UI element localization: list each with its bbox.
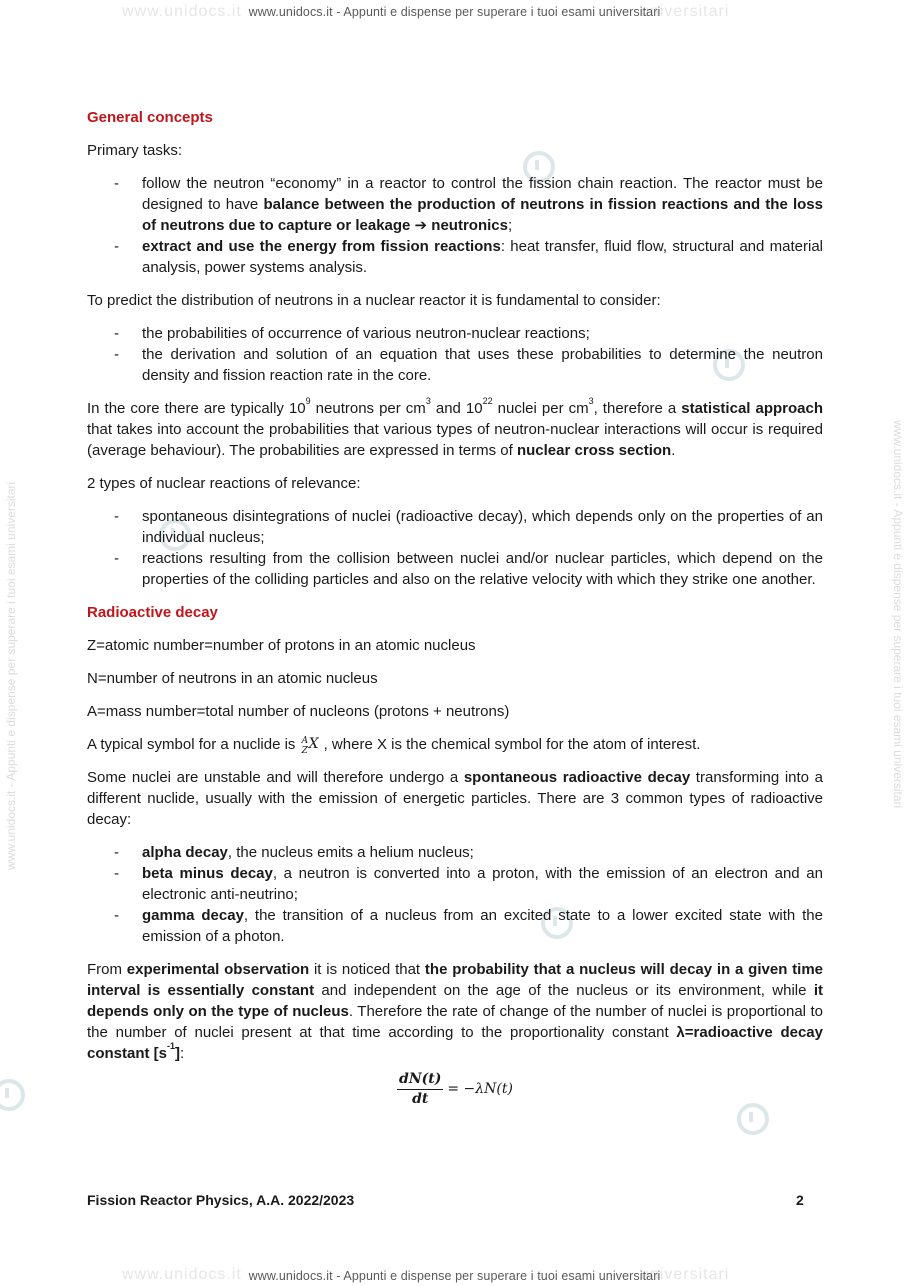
watermark-ghost-top: www.unidocs.it: [122, 3, 242, 20]
list-item: - gamma decay, the transition of a nucleus from an excited state to a lower excited state with the emission of a photon.: [114, 907, 823, 945]
definition-n: N=number of neutrons in an atomic nucleus: [87, 670, 378, 687]
section-title-general-concepts: General concepts: [87, 109, 213, 126]
experimental-paragraph: From experimental observation it is noticed that the probability that a nucleus will decay in a given time interval is essentially constant and independent on the age of the nucleus or its environment, while it depends only on the type of nucleus. Therefore the rate of change of the number of nuclei is proportional to the number of nuclei present at that time according to the proportionality constant λ=radioactive decay constant $[s^{-1}]$:: [87, 961, 823, 1062]
predict-intro: To predict the distribution of neutrons in a nuclear reactor it is fundamental to consider:: [87, 292, 661, 309]
list-item: - extract and use the energy from fission reactions: heat transfer, fluid flow, structural and material analysis, power systems analysis.: [114, 238, 823, 276]
watermark-ghost-bottom: www.unidocs.it: [122, 1266, 242, 1283]
list-item: - alpha decay, the nucleus emits a helium nucleus;: [114, 844, 474, 861]
watermark-top: www.unidocs.it - Appunti e dispense per superare i tuoi esami universitari: [248, 5, 661, 19]
list-item: - the derivation and solution of an equation that uses these probabilities to determine the neutron density and fission reaction rate in the core.: [114, 346, 823, 384]
equation-fraction: $\frac{dN(t)}{dt}$: [399, 1071, 442, 1107]
list-item: - follow the neutron “economy” in a reactor to control the fission chain reaction. The reactor must be designed to have balance between the production of neutrons in fission reactions and the loss of neutrons due to capture or leakage ➔ neutronics;: [114, 175, 823, 234]
document-body: [87, 107, 823, 1109]
considerations-list: [87, 323, 823, 386]
primary-tasks-list: [87, 173, 823, 278]
decay-equation: [87, 1070, 823, 1109]
decay-types-list: [87, 842, 823, 947]
watermark-bottom: www.unidocs.it - Appunti e dispense per superare i tuoi esami universitari: [248, 1269, 661, 1283]
watermark-right-side: www.unidocs.it - Appunti e dispense per superare i tuoi esami universitari: [891, 420, 905, 809]
list-item: - the probabilities of occurrence of various neutron-nuclear reactions;: [114, 325, 590, 342]
unstable-paragraph: Some nuclei are unstable and will therefore undergo a spontaneous radioactive decay transforming into a different nuclide, usually with the emission of energetic particles. There are 3 common types of radioactive decay:: [87, 769, 823, 828]
footer-page-number: 2: [796, 1192, 804, 1208]
nuclide-symbol-paragraph: A typical symbol for a nuclide is A Z X , where X is the chemical symbol for the atom of interest.: [87, 736, 701, 756]
nuclide-symbol: A Z X: [301, 736, 319, 756]
section-title-radioactive-decay: Radioactive decay: [87, 604, 218, 621]
list-item: - beta minus decay, a neutron is converted into a proton, with the emission of an electron and an electronic anti-neutrino;: [114, 865, 823, 903]
footer-course: Fission Reactor Physics, A.A. 2022/2023: [87, 1192, 355, 1208]
watermark-ghost-top-right: universitari: [640, 3, 730, 20]
primary-tasks-label: Primary tasks:: [87, 142, 183, 159]
definition-z: Z=atomic number=number of protons in an atomic nucleus: [87, 637, 476, 654]
unidocs-logo-icon: [0, 1078, 26, 1112]
watermark-ghost-bottom-right: universitari: [640, 1266, 730, 1283]
reaction-types-list: [87, 506, 823, 590]
list-item: - reactions resulting from the collision between nuclei and/or nuclear particles, which depend on the properties of the colliding particles and also on the relative velocity with which they strike one another.: [114, 550, 823, 588]
definition-a: A=mass number=total number of nucleons (protons + neutrons): [87, 703, 510, 720]
equation-rhs: = −λN(t): [447, 1081, 513, 1097]
core-paragraph: In the core there are typically $10^9$ neutrons per $cm^3$ and $10^{22}$ nuclei per $cm^3$, therefore a statistical approach that takes into account the probabilities that various types of neutron-nuclear interactions will occur is required (average behaviour). The probabilities are expressed in terms of nuclear cross section.: [87, 396, 823, 459]
reaction-types-intro: 2 types of nuclear reactions of relevance:: [87, 475, 361, 492]
list-item: - spontaneous disintegrations of nuclei (radioactive decay), which depends only on the properties of an individual nucleus;: [114, 508, 823, 546]
watermark-left-side: www.unidocs.it - Appunti e dispense per superare i tuoi esami universitari: [4, 481, 18, 870]
